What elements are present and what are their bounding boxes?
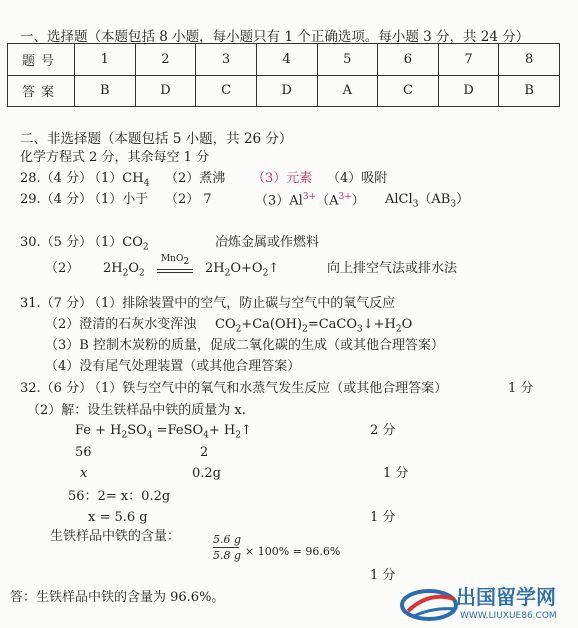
- q29-answer-3: $(3)Al^{3+}(A^{3+})$: [255, 192, 365, 209]
- answer-cell: D: [256, 75, 317, 107]
- answer-cell: C: [378, 75, 439, 107]
- q30-answer-3: 向上排空气法或排水法: [327, 261, 458, 276]
- question-number-cell: 7: [438, 44, 499, 76]
- question-number-cell: 5: [317, 44, 378, 76]
- question-number-cell: 4: [256, 44, 317, 76]
- section2-title: 二、非选择题（本题包括 5 小题，共 26 分）: [20, 131, 293, 147]
- q32-answer-1: （1）铁与空气中的氧气和水蒸气发生反应（或其他合理答案）: [88, 381, 448, 396]
- q29-answer-2: （2） 7: [165, 192, 212, 207]
- q32-solution-intro: （2）解：设生铁样品中铁的质量为 x.: [27, 403, 246, 418]
- question-number-cell: 1: [75, 44, 136, 76]
- q31-number: 31.（7 分）: [20, 296, 93, 311]
- fraction-numerator: 5.6 g: [213, 533, 242, 546]
- watermark-brand: 出国留学网: [456, 585, 556, 609]
- q28-answer-2: （2）煮沸: [165, 171, 226, 186]
- question-number-cell: 6: [378, 44, 439, 76]
- q28-answer-3: （3）元素: [252, 171, 313, 186]
- answer-cell: A: [317, 75, 378, 107]
- q31-answer-3: （3）B 控制木炭粉的质量，促成二氧化碳的生成（或其他合理答案）: [45, 338, 444, 353]
- q30-answer-1: $(1)CO_2$: [88, 235, 149, 253]
- answer-cell: B: [499, 75, 560, 107]
- watermark-logo: [398, 581, 576, 625]
- q32-score-1: 1 分: [508, 381, 534, 396]
- table-row: [8, 44, 560, 76]
- q32-final-answer: 答：生铁样品中铁的含量为 96.6%。: [10, 590, 225, 605]
- q31-equation: $CO_2+Ca(OH)_2=CaCO_3↓+H_2O$: [215, 317, 413, 335]
- q28-number: 28.（4 分）: [20, 171, 93, 186]
- answer-cell: C: [196, 75, 257, 107]
- fraction-denominator: 5.8 g: [213, 549, 242, 562]
- q30-part2-label: （2）: [45, 261, 80, 276]
- answer-table: [7, 43, 560, 107]
- question-number-cell: 3: [196, 44, 257, 76]
- q32-fraction: [213, 533, 241, 562]
- section1-title: 一、选择题（本题包括 8 小题，每小题只有 1 个正确选项。每小题 3 分，共 24 分）: [20, 29, 530, 45]
- q29-number: 29.（4 分）: [20, 192, 93, 207]
- q32-h2-mass: 0.2g: [192, 466, 221, 481]
- q30-equation-left: $2H_2O_2$: [103, 261, 145, 279]
- q30-equation-right: $2H_2O+O_2↑$: [205, 261, 280, 279]
- q32-unknown-x: x: [80, 466, 88, 481]
- q29-answer-4: $AlCl_3(AB_3)$: [385, 192, 470, 210]
- q31-answer-4: （4）没有尾气处理装置（或其他合理答案）: [45, 359, 301, 374]
- q31-answer-1: （1）排除装置中的空气，防止碳与空气中的氧气反应: [88, 296, 396, 311]
- q32-equation-score: 2 分: [370, 423, 396, 438]
- q30-answer-1b: 冶炼金属或作燃料: [215, 235, 320, 250]
- q31-answer-2: （2）澄清的石灰水变浑浊: [45, 317, 197, 332]
- q32-score-2: 1 分: [383, 466, 409, 481]
- q32-result: x = 5.6 g: [88, 510, 148, 525]
- q32-equation: $Fe + H_2SO_4$ =FeSO$_4$+ $H_2↑$: [75, 423, 252, 441]
- q30-number: 30.（5 分）: [20, 235, 93, 250]
- q32-content-label: 生铁样品中铁的含量：: [50, 529, 181, 544]
- q32-percentage: × 100% = 96.6%: [245, 545, 341, 558]
- q30-catalyst: MnO$_2$: [157, 255, 193, 273]
- answer-cell: D: [438, 75, 499, 107]
- watermark-url: WWW.LIUXUE86.COM: [460, 611, 557, 621]
- question-number-cell: 8: [499, 44, 560, 76]
- q32-molar-mass-h2: 2: [200, 445, 209, 460]
- q28-answer-4: （4）吸附: [327, 171, 388, 186]
- q32-score-3: 1 分: [370, 510, 396, 525]
- globe-icon: [398, 581, 460, 625]
- table-header-cell: 答案: [8, 75, 75, 107]
- question-number-cell: 2: [135, 44, 196, 76]
- q32-score-4: 1 分: [370, 568, 396, 583]
- scoring-note: 化学方程式 2 分，其余每空 1 分: [20, 150, 210, 165]
- q29-answer-1: （1）小于: [88, 192, 149, 207]
- q32-molar-mass-fe: 56: [75, 445, 92, 460]
- q28-answer-1: $(1)CH_4$: [88, 171, 150, 189]
- answer-cell: B: [75, 75, 136, 107]
- answer-cell: D: [135, 75, 196, 107]
- table-header-cell: 题号: [8, 44, 75, 76]
- q32-number: 32.（6 分）: [20, 381, 93, 396]
- table-row: [8, 75, 560, 107]
- q32-ratio: 56：2= x：0.2g: [68, 489, 171, 504]
